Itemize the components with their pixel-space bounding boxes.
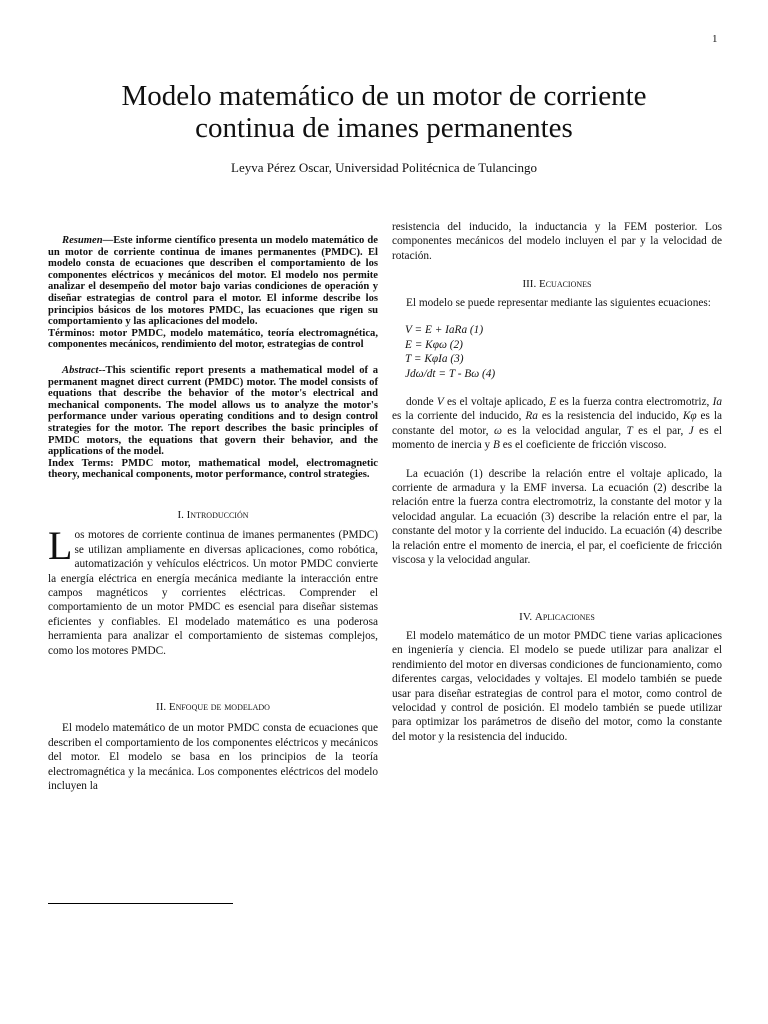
title-line-1: Modelo matemático de un motor de corriente bbox=[121, 80, 647, 112]
var-b: B bbox=[493, 439, 500, 452]
terminos-paragraph: Términos: motor PMDC, modelo matemático, teoría electromagnética, componentes mecánicos, rendimiento del motor, estrategias de control bbox=[48, 327, 378, 351]
section-title: Introducción bbox=[186, 508, 249, 521]
abstract-paragraph bbox=[48, 365, 378, 458]
left-column bbox=[48, 220, 378, 793]
paper-title bbox=[40, 80, 728, 144]
introduccion-paragraph bbox=[48, 523, 378, 658]
text-run: es la fuerza contra electromotriz, bbox=[556, 396, 713, 409]
section-heading-aplicaciones bbox=[392, 610, 722, 624]
section-heading-enfoque bbox=[48, 700, 378, 714]
introduccion-text: os motores de corriente continua de imanes permanentes (PMDC) se utilizan ampliamente en diversas aplicaciones, como robótica, automatización y vehículos eléctricos. Un motor PMDC convierte la energía eléctrica en energía mecánica mediante la interacción entre campos magnéticos y corrientes eléctricas. Comprender el comportamiento de un motor PMDC es esencial para diseñar sistemas eficientes y confiables. El modelado matemático es una poderosa herramienta para analizar el comportamiento de sistemas complejos, como los motores PMDC. bbox=[48, 529, 378, 657]
text-run: donde bbox=[406, 396, 437, 409]
var-omega: ω bbox=[493, 424, 502, 437]
var-j: J bbox=[688, 424, 694, 437]
ecuaciones-intro: El modelo se puede representar mediante las siguientes ecuaciones: bbox=[406, 296, 711, 309]
section-numeral: IV. bbox=[519, 610, 533, 623]
equation-1: V = E + IaRa (1) bbox=[405, 324, 484, 337]
text-run: es el par, bbox=[632, 424, 689, 437]
section-heading-introduccion bbox=[48, 508, 378, 522]
equation-2: E = Kφω (2) bbox=[405, 338, 463, 351]
text-run: es la velocidad angular, bbox=[501, 424, 627, 437]
text-run: es el coeficiente de fricción viscoso. bbox=[499, 439, 667, 452]
text-run: es la constante del motor, bbox=[392, 410, 723, 437]
equation-list bbox=[405, 323, 722, 381]
text-run: es el voltaje aplicado, bbox=[443, 396, 550, 409]
section-title: Aplicaciones bbox=[534, 610, 595, 623]
var-ra: Ra bbox=[525, 410, 538, 423]
var-v: V bbox=[436, 396, 444, 409]
author-line: Leyva Pérez Oscar, Universidad Politécnica de Tulancingo bbox=[231, 160, 537, 175]
text-run: es la corriente del inducido, bbox=[392, 410, 526, 423]
resumen-label: Resumen bbox=[62, 235, 103, 246]
right-column bbox=[392, 220, 722, 744]
section-numeral: II. bbox=[156, 700, 167, 713]
var-ia: Ia bbox=[712, 396, 723, 409]
equation-3: T = KφIa (3) bbox=[405, 353, 464, 366]
section-title: Ecuaciones bbox=[538, 278, 592, 291]
ecuaciones-description-paragraph: La ecuación (1) describe la relación entre el voltaje aplicado, la corriente de armadura y la EMF inversa. La ecuación (2) describe la relación entre la fuerza contra electromotriz, la constante del motor y la velocidad angular. La ecuación (3) describe la relación entre el par, la constante del motor y la corriente del inducido. La ecuación (4) describe la relación entre el momento de inercia, el par, el coeficiente de fricción viscosa y la velocidad angular. bbox=[392, 467, 722, 567]
abstract-label: Abstract bbox=[62, 364, 99, 376]
resumen-text: —Este informe científico presenta un modelo matemático de un motor de corriente continua de imanes permanentes (PMDC). El modelo consta de ecuaciones que describen el comportamiento de los componentes eléctricos y mecánicos del motor. El modelo nos permite analizar el desempeño del motor bajo varias condiciones de operación y diseñar estrategias de control para el motor. El informe describe los principios básicos de los motores PMDC, las ecuaciones que rigen su comportamiento y las aplicaciones del modelo. bbox=[48, 235, 378, 328]
var-kphi: Kφ bbox=[682, 410, 697, 423]
enfoque-paragraph: El modelo matemático de un motor PMDC consta de ecuaciones que describen el comportamiento de los componentes eléctricos y mecánicos del motor. El modelo se basa en los principios de la teoría electromagnética y la mecánica. Los componentes eléctricos del modelo incluyen la bbox=[48, 722, 378, 792]
equation-4: Jdω/dt = T - Bω (4) bbox=[405, 367, 496, 380]
var-t: T bbox=[626, 424, 633, 437]
section-heading-ecuaciones bbox=[392, 277, 722, 291]
footnote-rule bbox=[48, 903, 233, 904]
page-number: 1 bbox=[712, 33, 718, 45]
section-numeral: III. bbox=[522, 278, 537, 291]
drop-cap: L bbox=[48, 523, 73, 569]
resumen-paragraph bbox=[48, 235, 378, 328]
section-numeral: I. bbox=[177, 508, 184, 521]
var-e: E bbox=[549, 396, 557, 409]
title-line-2: continua de imanes permanentes bbox=[195, 112, 573, 144]
enfoque-continued-paragraph: resistencia del inducido, la inductancia y la FEM posterior. Los componentes mecánicos del modelo incluyen el par y la velocidad de rotación. bbox=[392, 221, 722, 262]
abstract-text: --This scientific report presents a mathematical model of a permanent magnet direct current (PMDC) motor. The model consists of equations that describe the behavior of the motor's electrical and mechanical components. The model allows us to analyze the motor's performance under various operating conditions and to design control strategies for the motor. The report describes the basic principles of PMDC motors, the equations that govern their behavior, and the applications of the model. bbox=[48, 364, 378, 458]
text-run: es el momento de inercia y bbox=[392, 424, 722, 452]
index-terms-paragraph: Index Terms: PMDC motor, mathematical model, electromagnetic theory, mechanical components, motor performance, control strategies. bbox=[48, 457, 378, 481]
aplicaciones-paragraph: El modelo matemático de un motor PMDC tiene varias aplicaciones en ingeniería y ciencia. El modelo se puede utilizar para analizar el rendimiento del motor en diversas condiciones de funcionamiento, como diferentes cargas, velocidades y voltajes. El modelo también se puede usar para diseñar estrategias de control para el motor, como control de velocidad y control de posición. El modelo también se puede utilizar para optimizar los parámetros de diseño del motor, como la constante del motor y la resistencia del inducido. bbox=[392, 629, 722, 743]
text-run: es la resistencia del inducido, bbox=[537, 410, 683, 423]
section-title: Enfoque de modelado bbox=[168, 700, 270, 713]
variables-paragraph bbox=[392, 395, 722, 453]
